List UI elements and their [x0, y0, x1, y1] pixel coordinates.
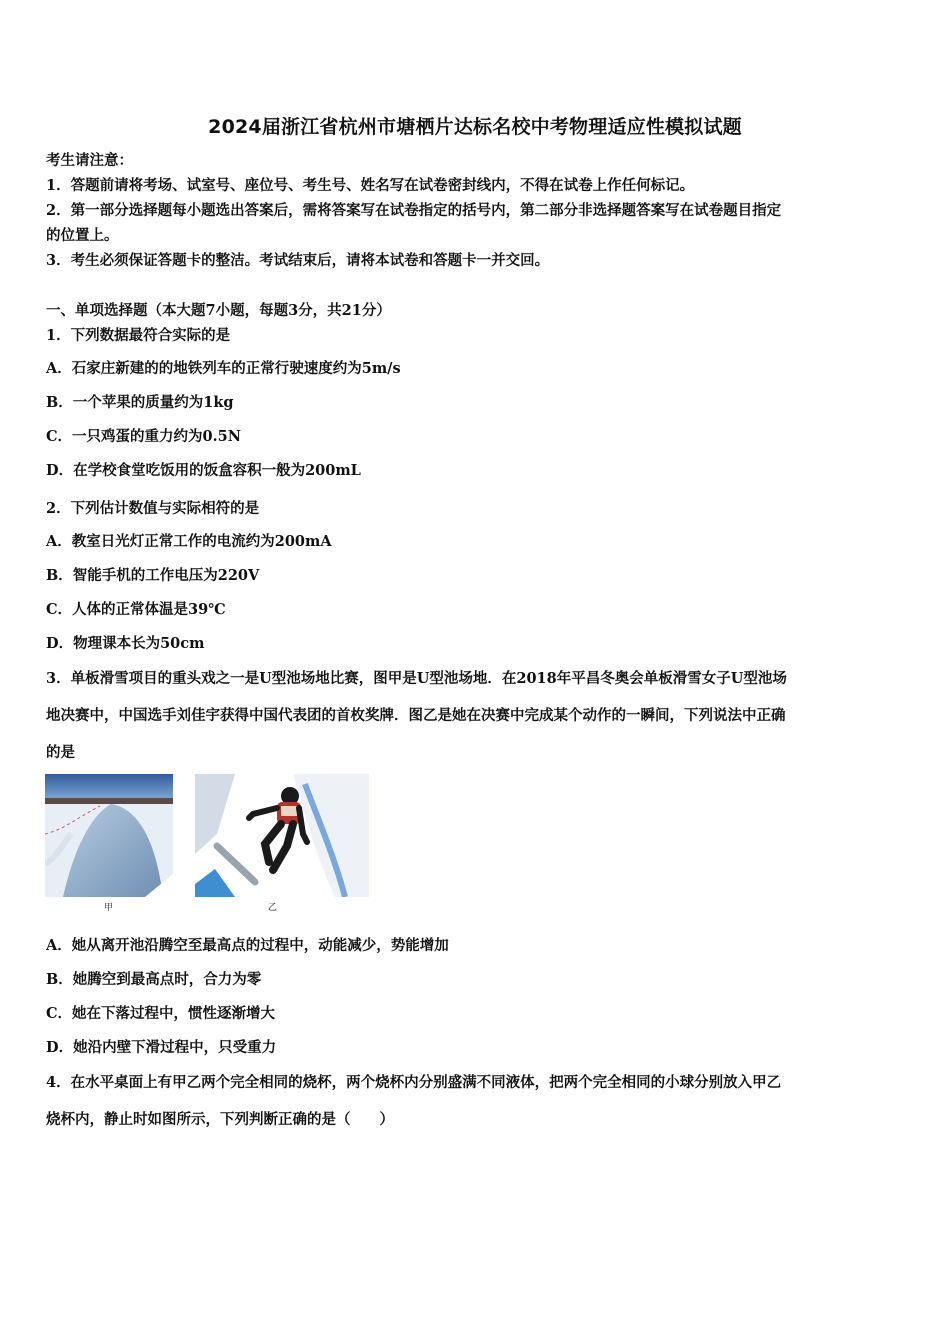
q3-option-c: C．她在下落过程中，惯性逐渐增大 — [46, 1005, 276, 1022]
q3-stem-line-1: 3．单板滑雪项目的重头戏之一是U型池场地比赛，图甲是U型池场地．在2018年平昌冬奥会单板滑雪女子U型池场 — [46, 670, 787, 687]
q1-stem: 1．下列数据最符合实际的是 — [46, 327, 231, 344]
q2-option-c: C．人体的正常体温是39℃ — [46, 601, 226, 618]
q3-option-d: D．她沿内壁下滑过程中，只受重力 — [46, 1039, 277, 1056]
q3-stem-line-3: 的是 — [46, 744, 75, 761]
q3-option-b: B．她腾空到最高点时，合力为零 — [46, 971, 262, 988]
snowboarder-photo — [195, 774, 369, 897]
figure-halfpipe — [45, 774, 173, 897]
notice-item-1: 1．答题前请将考场、试室号、座位号、考生号、姓名写在试卷密封线内，不得在试卷上作任何标记。 — [46, 177, 695, 194]
section-heading: 一、单项选择题（本大题7小题，每题3分，共21分） — [46, 302, 391, 319]
notice-item-2-cont: 的位置上。 — [46, 227, 119, 244]
q2-option-b: B．智能手机的工作电压为220V — [46, 567, 260, 584]
q2-option-a: A．教室日光灯正常工作的电流约为200mA — [46, 533, 332, 550]
q1-option-c: C．一只鸡蛋的重力约为0.5N — [46, 428, 242, 445]
q2-stem: 2．下列估计数值与实际相符的是 — [46, 500, 260, 517]
q1-option-a: A．石家庄新建的的地铁列车的正常行驶速度约为5m/s — [46, 360, 401, 377]
q1-option-d: D．在学校食堂吃饭用的饭盒容积一般为200mL — [46, 462, 361, 479]
figure-caption-jia: 甲 — [104, 903, 114, 913]
q2-option-d: D．物理课本长为50cm — [46, 635, 205, 652]
notice-heading: 考生请注意： — [46, 152, 133, 169]
q1-option-b: B．一个苹果的质量约为1kg — [46, 394, 234, 411]
figure-snowboarder — [195, 774, 369, 897]
q3-option-a: A．她从离开池沿腾空至最高点的过程中，动能减少，势能增加 — [46, 937, 449, 954]
notice-item-2: 2．第一部分选择题每小题选出答案后，需将答案写在试卷指定的括号内，第二部分非选择题答案写在试卷题目指定 — [46, 202, 782, 219]
halfpipe-photo — [45, 774, 173, 897]
q4-stem-line-1: 4．在水平桌面上有甲乙两个完全相同的烧杯，两个烧杯内分别盛满不同液体，把两个完全相同的小球分别放入甲乙 — [46, 1074, 782, 1091]
q3-stem-line-2: 地决赛中，中国选手刘佳宇获得中国代表团的首枚奖牌．图乙是她在决赛中完成某个动作的一瞬间，下列说法中正确 — [46, 707, 786, 724]
figure-caption-yi: 乙 — [268, 903, 278, 913]
exam-title: 2024届浙江省杭州市塘栖片达标名校中考物理适应性模拟试题 — [208, 116, 742, 138]
notice-item-3: 3．考生必须保证答题卡的整洁。考试结束后，请将本试卷和答题卡一并交回。 — [46, 252, 550, 269]
q4-stem-line-2: 烧杯内，静止时如图所示，下列判断正确的是（ ） — [46, 1111, 394, 1128]
